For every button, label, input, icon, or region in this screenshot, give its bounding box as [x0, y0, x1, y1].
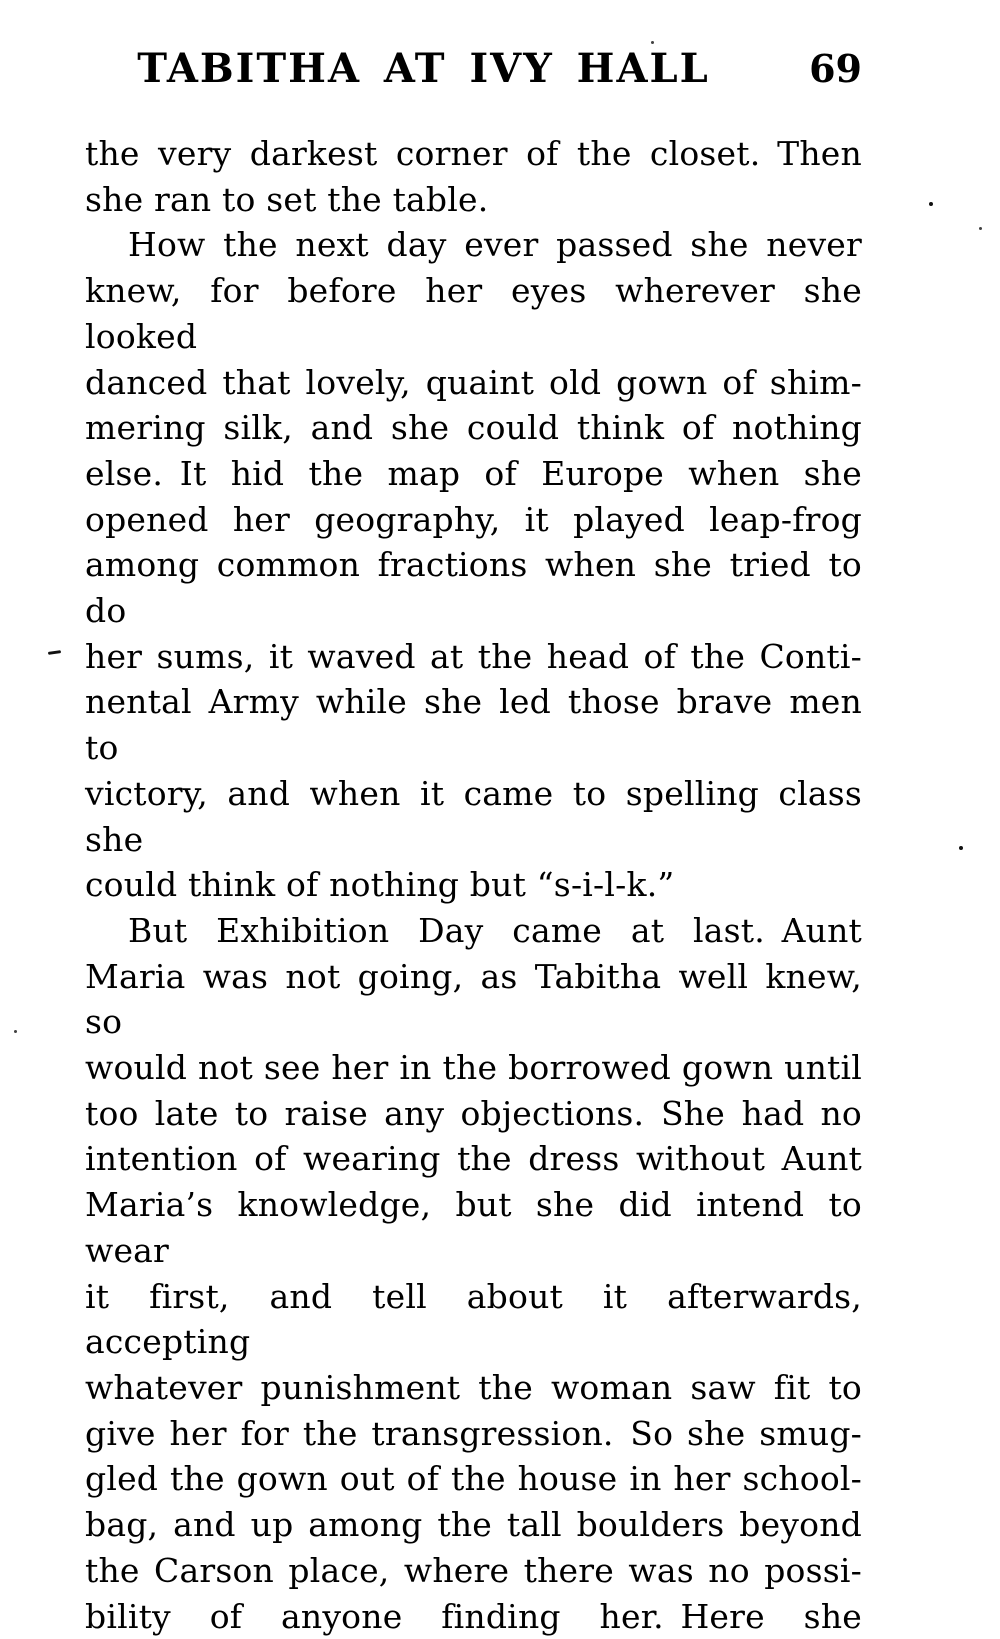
text-line: Maria was not going, as Tabitha well knew, so [85, 954, 862, 1045]
text-line: gled the gown out of the house in her school- [85, 1456, 862, 1502]
text-line: opened her geography, it played leap-frog [85, 497, 862, 543]
text-line: could think of nothing but “s-i-l-k.” [85, 862, 862, 908]
text-line: victory, and when it came to spelling class she [85, 771, 862, 862]
text-line: intention of wearing the dress without Aunt [85, 1136, 862, 1182]
text-line: knew, for before her eyes wherever she looked [85, 268, 862, 359]
text-line: whatever punishment the woman saw fit to [85, 1365, 862, 1411]
text-line: else. It hid the map of Europe when she [85, 451, 862, 497]
running-header [85, 46, 862, 92]
text-line: bility of anyone finding her. Here she [85, 1594, 862, 1639]
text-line: But Exhibition Day came at last. Aunt [85, 908, 862, 954]
scan-speck [651, 41, 654, 44]
text-line: How the next day ever passed she never [85, 222, 862, 268]
text-line: give her for the transgression. So she smug- [85, 1411, 862, 1457]
scan-speck [959, 846, 963, 850]
text-line: her sums, it waved at the head of the Conti- [85, 634, 862, 680]
page-number: 69 [809, 46, 862, 92]
text-line: the Carson place, where there was no possi- [85, 1548, 862, 1594]
text-line: the very darkest corner of the closet. Then [85, 131, 862, 177]
text-line: bag, and up among the tall boulders beyond [85, 1502, 862, 1548]
text-line: too late to raise any objections. She had no [85, 1091, 862, 1137]
scan-speck [14, 1030, 17, 1033]
text-line: nental Army while she led those brave men to [85, 679, 862, 770]
text-line: Maria’s knowledge, but she did intend to wear [85, 1182, 862, 1273]
running-title: TABITHA AT IVY HALL [137, 46, 710, 92]
scan-speck [48, 650, 61, 655]
text-line: mering silk, and she could think of nothing [85, 405, 862, 451]
text-line: danced that lovely, quaint old gown of shim- [85, 360, 862, 406]
page-body [85, 131, 862, 1639]
text-line: it first, and tell about it afterwards, accepting [85, 1274, 862, 1365]
scan-speck [929, 202, 933, 206]
text-line: she ran to set the table. [85, 177, 862, 223]
scan-speck [979, 227, 982, 230]
text-line: would not see her in the borrowed gown until [85, 1045, 862, 1091]
text-line: among common fractions when she tried to do [85, 542, 862, 633]
